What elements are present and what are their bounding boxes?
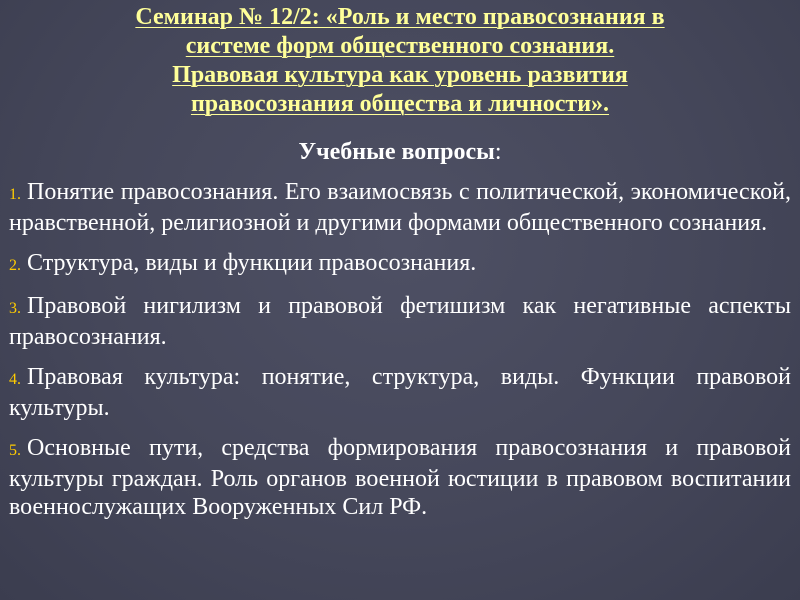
question-text: Понятие правосознания. Его взаимосвязь с политической, экономической, нравственной, религиозной и другими формами общественного сознания. [9, 179, 791, 236]
question-text: Основные пути, средства формирования правосознания и правовой культуры граждан. Роль органов военной юстиции в правовом воспитании военнослужащих Вооруженных Сил РФ. [9, 435, 791, 520]
question-number: 5. [9, 442, 21, 459]
questions-list [9, 178, 791, 533]
question-number: 1. [9, 186, 21, 203]
title-line: Семинар № 12/2: «Роль и место правосознания в [135, 4, 665, 30]
title-line: системе форм общественного сознания. [185, 33, 615, 59]
question-item [9, 178, 791, 237]
question-item [9, 249, 791, 280]
question-number: 4. [9, 371, 21, 388]
question-number: 3. [9, 300, 21, 317]
slide-title [0, 3, 800, 119]
question-text: Правовая культура: понятие, структура, виды. Функции правовой культуры. [9, 364, 791, 421]
questions-heading-label: Учебные вопросы [298, 139, 495, 165]
questions-heading [0, 138, 800, 166]
question-item [9, 292, 791, 351]
question-item [9, 434, 791, 521]
title-line: правосознания общества и личности». [190, 91, 610, 117]
question-text: Структура, виды и функции правосознания. [27, 250, 477, 276]
question-item [9, 363, 791, 422]
questions-heading-colon: : [494, 139, 502, 165]
question-text: Правовой нигилизм и правовой фетишизм как негативные аспекты правосознания. [9, 293, 791, 350]
title-line: Правовая культура как уровень развития [172, 62, 628, 88]
question-number: 2. [9, 257, 21, 274]
